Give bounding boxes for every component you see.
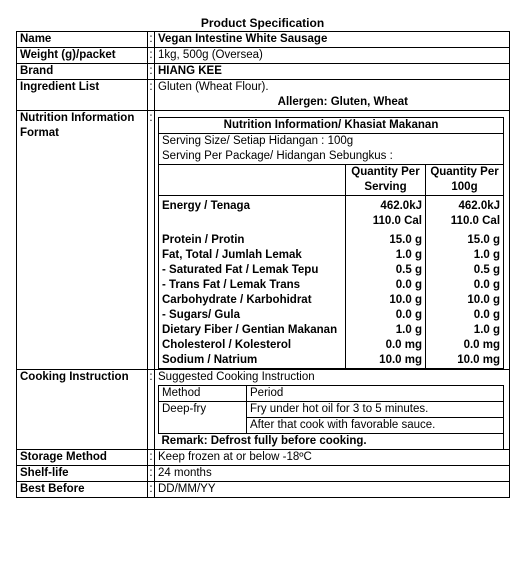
nutrient-name: Dietary Fiber / Gentian Makanan (159, 323, 346, 338)
nutrient-per-100g: 15.0 g (426, 229, 504, 248)
nutrition-table (158, 117, 504, 369)
nutrient-name: Fat, Total / Jumlah Lemak (159, 248, 346, 263)
nutrient-per-serving: 0.0 g (346, 308, 426, 323)
row-weight (17, 48, 510, 64)
nutrient-name: Energy / Tenaga (159, 196, 346, 230)
header-per-100g: Quantity Per 100g (426, 165, 504, 196)
nutrition-row (159, 293, 504, 308)
value-best-before: DD/MM/YY (155, 482, 510, 498)
nutrient-per-100g: 10.0 mg (426, 353, 504, 369)
nutrient-per-100g: 10.0 g (426, 293, 504, 308)
colon: : (148, 80, 155, 111)
value-cooking (155, 370, 510, 450)
cook-method: Deep-fry (159, 402, 247, 434)
page-title: Product Specification (200, 16, 325, 30)
nutrient-per-serving: 0.0 mg (346, 338, 426, 353)
nutrient-per-serving: 462.0kJ 110.0 Cal (346, 196, 426, 230)
nutrition-row (159, 263, 504, 278)
value-brand: HIANG KEE (155, 64, 510, 80)
value-shelf: 24 months (155, 466, 510, 482)
value-nutrition (155, 111, 510, 370)
value-storage: Keep frozen at or below -18ºC (155, 450, 510, 466)
row-best-before (17, 482, 510, 498)
cook-header-method: Method (159, 386, 247, 402)
colon: : (148, 466, 155, 482)
header-blank (159, 165, 346, 196)
value-name: Vegan Intestine White Sausage (155, 32, 510, 48)
nutrient-per-100g: 0.0 g (426, 308, 504, 323)
row-storage (17, 450, 510, 466)
label-brand: Brand (17, 64, 148, 80)
nutrient-per-100g: 0.0 g (426, 278, 504, 293)
label-weight: Weight (g)/packet (17, 48, 148, 64)
colon: : (148, 370, 155, 450)
ingredient-text: Gluten (Wheat Flour). (158, 81, 269, 93)
row-shelf (17, 466, 510, 482)
colon: : (148, 450, 155, 466)
label-best-before: Best Before (17, 482, 148, 498)
colon: : (148, 482, 155, 498)
nutrition-title: Nutrition Information/ Khasiat Makanan (159, 118, 504, 134)
nutrition-row (159, 196, 504, 230)
row-nutrition (17, 111, 510, 370)
row-name (17, 32, 510, 48)
label-ingredient: Ingredient List (17, 80, 148, 111)
nutrient-per-serving: 15.0 g (346, 229, 426, 248)
row-ingredient (17, 80, 510, 111)
nutrient-per-serving: 0.5 g (346, 263, 426, 278)
serving-per-package: Serving Per Package/ Hidangan Sebungkus : (159, 149, 504, 165)
nutrient-name: - Trans Fat / Lemak Trans (159, 278, 346, 293)
label-name: Name (17, 32, 148, 48)
nutrient-per-serving: 10.0 mg (346, 353, 426, 369)
nutrition-row (159, 308, 504, 323)
cook-step-2: After that cook with favorable sauce. (247, 418, 504, 434)
nutrient-per-100g: 0.0 mg (426, 338, 504, 353)
nutrient-name: Sodium / Natrium (159, 353, 346, 369)
label-storage: Storage Method (17, 450, 148, 466)
nutrient-name: Carbohydrate / Karbohidrat (159, 293, 346, 308)
nutrient-per-serving: 0.0 g (346, 278, 426, 293)
nutrient-per-100g: 462.0kJ 110.0 Cal (426, 196, 504, 230)
serving-size: Serving Size/ Setiap Hidangan : 100g (159, 134, 504, 150)
row-brand (17, 64, 510, 80)
nutrient-per-serving: 1.0 g (346, 248, 426, 263)
nutrition-row (159, 248, 504, 263)
cook-remark: Remark: Defrost fully before cooking. (159, 434, 504, 450)
nutrient-per-100g: 1.0 g (426, 248, 504, 263)
nutrient-name: Protein / Protin (159, 229, 346, 248)
label-nutrition: Nutrition Information Format (17, 111, 148, 370)
spec-table (16, 31, 510, 498)
nutrient-per-serving: 10.0 g (346, 293, 426, 308)
value-ingredient (155, 80, 510, 111)
value-weight: 1kg, 500g (Oversea) (155, 48, 510, 64)
nutrition-row (159, 278, 504, 293)
colon: : (148, 64, 155, 80)
nutrient-per-100g: 0.5 g (426, 263, 504, 278)
colon: : (148, 32, 155, 48)
colon: : (148, 48, 155, 64)
nutrient-name: - Saturated Fat / Lemak Tepu (159, 263, 346, 278)
colon: : (148, 111, 155, 370)
allergen-text: Allergen: Gluten, Wheat (277, 96, 408, 108)
nutrition-row (159, 323, 504, 338)
nutrition-row (159, 338, 504, 353)
cooking-table (158, 385, 504, 449)
row-cooking (17, 370, 510, 450)
nutrition-row (159, 353, 504, 369)
nutrient-per-100g: 1.0 g (426, 323, 504, 338)
cooking-heading: Suggested Cooking Instruction (158, 371, 315, 383)
nutrient-name: - Sugars/ Gula (159, 308, 346, 323)
cook-step-1: Fry under hot oil for 3 to 5 minutes. (247, 402, 504, 418)
label-cooking: Cooking Instruction (17, 370, 148, 450)
label-shelf: Shelf-life (17, 466, 148, 482)
header-per-serving: Quantity Per Serving (346, 165, 426, 196)
nutrient-per-serving: 1.0 g (346, 323, 426, 338)
nutrition-row (159, 229, 504, 248)
cook-header-period: Period (247, 386, 504, 402)
nutrient-name: Cholesterol / Kolesterol (159, 338, 346, 353)
